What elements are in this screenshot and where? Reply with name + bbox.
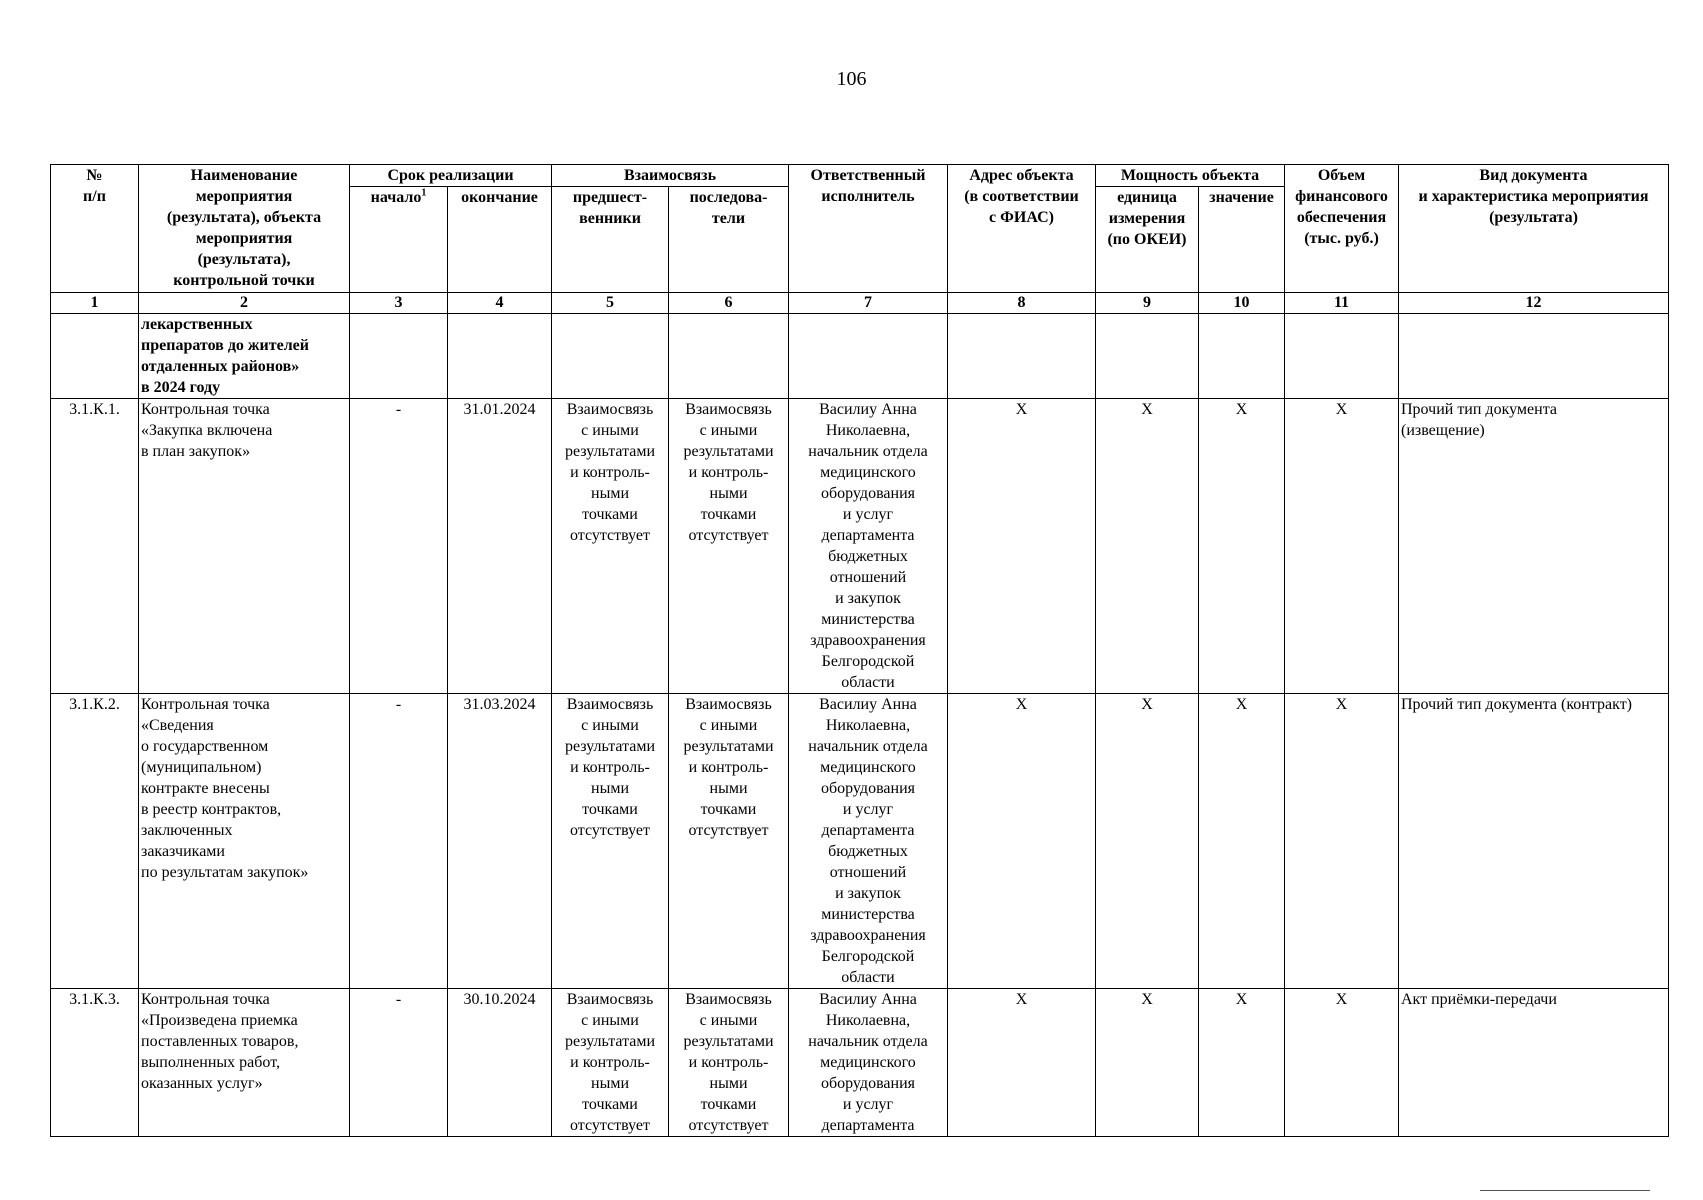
cell-empty [948, 314, 1096, 399]
row-unit: X [1096, 989, 1199, 1137]
row-responsible: Василиу Анна Николаевна, начальник отдела медицинского оборудования и услуг департамента бюджетных отношений и закупок министерства здравоохранения Белгородской области [789, 399, 948, 694]
column-index: 5 [552, 293, 669, 314]
column-index: 8 [948, 293, 1096, 314]
continuation-row [51, 314, 1669, 399]
header-document: Вид документа и характеристика мероприятия (результата) [1399, 165, 1669, 293]
column-index-row [51, 293, 1669, 314]
column-index: 1 [51, 293, 139, 314]
row-unit: X [1096, 399, 1199, 694]
row-successors: Взаимосвязь с иными результатами и контроль- ными точками отсутствует [669, 399, 789, 694]
header-predecessors: предшест- венники [552, 187, 669, 293]
table-row [51, 399, 1669, 694]
cell-empty [669, 314, 789, 399]
row-end: 31.03.2024 [448, 694, 552, 989]
plan-table [50, 164, 1669, 1137]
row-start: - [350, 399, 448, 694]
header-finance: Объем финансового обеспечения (тыс. руб.) [1285, 165, 1399, 293]
row-finance: X [1285, 989, 1399, 1137]
header-address: Адрес объекта (в соответствии с ФИАС) [948, 165, 1096, 293]
row-predecessors: Взаимосвязь с иными результатами и контроль- ными точками отсутствует [552, 399, 669, 694]
column-index: 6 [669, 293, 789, 314]
row-number: 3.1.К.2. [51, 694, 139, 989]
header-capacity-group: Мощность объекта [1096, 165, 1285, 187]
table-row [51, 694, 1669, 989]
row-end: 30.10.2024 [448, 989, 552, 1137]
column-index: 10 [1199, 293, 1285, 314]
cell-empty [448, 314, 552, 399]
continuation-name: лекарственных препаратов до жителей отдаленных районов» в 2024 году [139, 314, 350, 399]
cell-empty [789, 314, 948, 399]
row-successors: Взаимосвязь с иными результатами и контроль- ными точками отсутствует [669, 989, 789, 1137]
row-finance: X [1285, 399, 1399, 694]
column-index: 7 [789, 293, 948, 314]
row-document: Акт приёмки-передачи [1399, 989, 1669, 1137]
cell-empty [1285, 314, 1399, 399]
row-number: 3.1.К.3. [51, 989, 139, 1137]
cell-empty [51, 314, 139, 399]
row-address: X [948, 694, 1096, 989]
cell-empty [350, 314, 448, 399]
row-value: X [1199, 399, 1285, 694]
row-predecessors: Взаимосвязь с иными результатами и контроль- ными точками отсутствует [552, 694, 669, 989]
row-document: Прочий тип документа (контракт) [1399, 694, 1669, 989]
row-number: 3.1.К.1. [51, 399, 139, 694]
header-end: окончание [448, 187, 552, 293]
row-name: Контрольная точка «Сведения о государственном (муниципальном) контракте внесены в реестр контрактов, заключенных заказчиками по результатам закупок» [139, 694, 350, 989]
cell-empty [552, 314, 669, 399]
cell-empty [1096, 314, 1199, 399]
cell-empty [1399, 314, 1669, 399]
column-index: 3 [350, 293, 448, 314]
header-num: № п/п [51, 165, 139, 293]
table-row [51, 989, 1669, 1137]
row-document: Прочий тип документа (извещение) [1399, 399, 1669, 694]
row-responsible: Василиу Анна Николаевна, начальник отдела медицинского оборудования и услуг департамента [789, 989, 948, 1137]
header-value: значение [1199, 187, 1285, 293]
column-index: 11 [1285, 293, 1399, 314]
row-successors: Взаимосвязь с иными результатами и контроль- ными точками отсутствует [669, 694, 789, 989]
row-predecessors: Взаимосвязь с иными результатами и контроль- ными точками отсутствует [552, 989, 669, 1137]
header-row-top [51, 165, 1669, 187]
header-successors: последова- тели [669, 187, 789, 293]
row-start: - [350, 989, 448, 1137]
page-number: 106 [836, 68, 867, 90]
row-finance: X [1285, 694, 1399, 989]
header-period-group: Срок реализации [350, 165, 552, 187]
header-unit: единица измерения (по ОКЕИ) [1096, 187, 1199, 293]
header-relation-group: Взаимосвязь [552, 165, 789, 187]
column-index: 12 [1399, 293, 1669, 314]
column-index: 4 [448, 293, 552, 314]
row-end: 31.01.2024 [448, 399, 552, 694]
row-name: Контрольная точка «Произведена приемка поставленных товаров, выполненных работ, оказанных услуг» [139, 989, 350, 1137]
column-index: 2 [139, 293, 350, 314]
row-responsible: Василиу Анна Николаевна, начальник отдела медицинского оборудования и услуг департамента бюджетных отношений и закупок министерства здравоохранения Белгородской области [789, 694, 948, 989]
footer-divider [1480, 1190, 1650, 1191]
row-name: Контрольная точка «Закупка включена в план закупок» [139, 399, 350, 694]
row-unit: X [1096, 694, 1199, 989]
header-responsible: Ответственный исполнитель [789, 165, 948, 293]
cell-empty [1199, 314, 1285, 399]
row-value: X [1199, 989, 1285, 1137]
row-address: X [948, 399, 1096, 694]
row-value: X [1199, 694, 1285, 989]
header-start: начало$^1$ [350, 187, 448, 293]
column-index: 9 [1096, 293, 1199, 314]
row-start: - [350, 694, 448, 989]
header-name: Наименование мероприятия (результата), объекта мероприятия (результата), контрольной точки [139, 165, 350, 293]
row-address: X [948, 989, 1096, 1137]
